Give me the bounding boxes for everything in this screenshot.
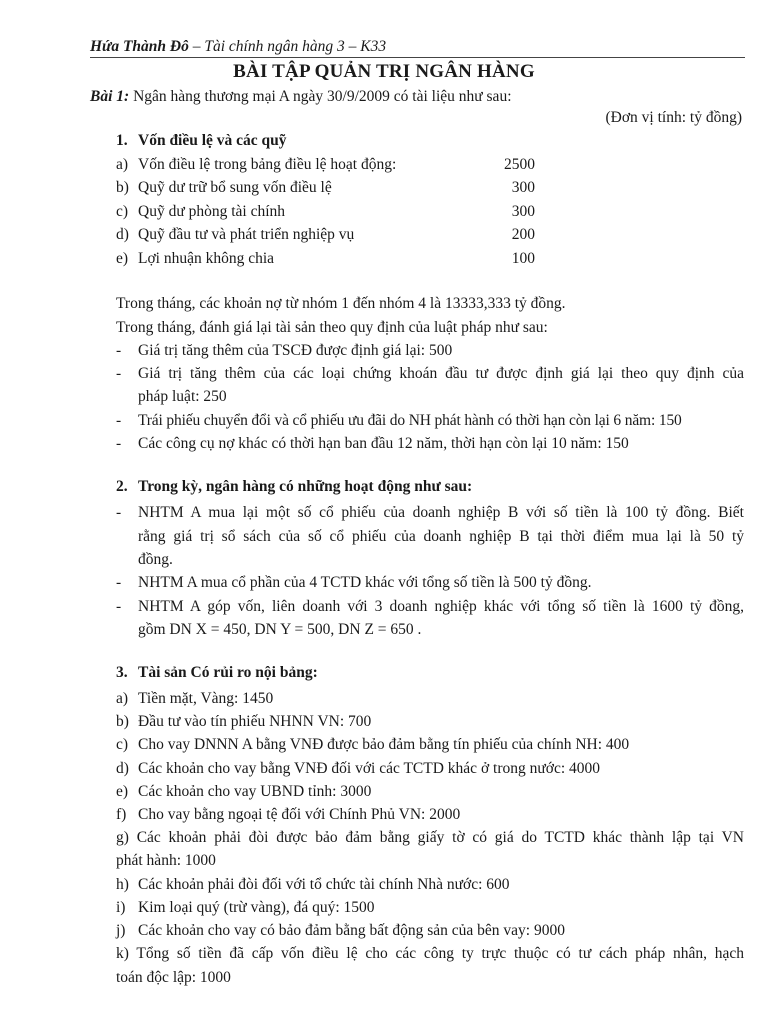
bullet-text: Giá trị tăng thêm của TSCĐ được định giá lại: 500 <box>138 342 453 359</box>
paragraph: Trong tháng, đánh giá lại tài sản theo quy định của luật pháp như sau: <box>116 319 548 336</box>
item-letter: c) <box>116 736 129 753</box>
item-letter: b) <box>116 713 129 730</box>
section-2-heading <box>116 478 472 496</box>
bullet-text-cont: rằng giá trị sổ sách của số cổ phiếu của doanh nghiệp B tại thời điểm mua lại là 50 tỷ <box>138 528 744 545</box>
bullet-dash: - <box>116 435 122 452</box>
asset-item <box>116 803 746 827</box>
item-letter: d) <box>116 760 129 777</box>
section-title: Tài sản Có rủi ro nội bảng: <box>138 664 318 681</box>
paragraph: Trong tháng, các khoản nợ từ nhóm 1 đến nhóm 4 là 13333,333 tỷ đồng. <box>116 295 566 312</box>
exercise-intro-text: Ngân hàng thương mại A ngày 30/9/2009 có tài liệu như sau: <box>129 88 512 105</box>
item-text: Các khoản phải đòi được bảo đảm bằng giấy tờ có giá do TCTD khác thành lập tại VN <box>136 829 744 846</box>
exercise-intro <box>90 88 512 106</box>
asset-item <box>116 780 746 804</box>
item-label: Lợi nhuận không chia <box>138 250 275 267</box>
bullet-dash: - <box>116 365 122 382</box>
page-title: BÀI TẬP QUẢN TRỊ NGÂN HÀNG <box>233 61 535 82</box>
asset-item <box>116 942 744 966</box>
item-letter: b) <box>116 179 129 196</box>
section-number: 2. <box>116 478 128 495</box>
fund-value: 2500 <box>504 156 535 173</box>
section-title: Vốn điều lệ và các quỹ <box>138 132 287 149</box>
asset-item <box>116 687 746 711</box>
item-letter: e) <box>116 783 129 800</box>
item-text: Kim loại quý (trừ vàng), đá quý: 1500 <box>138 899 375 916</box>
asset-item <box>116 873 746 897</box>
asset-item-cont: phát hành: 1000 <box>116 852 216 869</box>
unit-note: (Đơn vị tính: tỷ đồng) <box>605 109 742 126</box>
item-label: Quỹ đầu tư và phát triển nghiệp vụ <box>138 226 355 243</box>
document-header <box>90 38 745 58</box>
bullet-text: Các công cụ nợ khác có thời hạn ban đầu 12 năm, thời hạn còn lại 10 năm: 150 <box>138 435 629 452</box>
fund-item <box>116 179 332 197</box>
item-text: Cho vay bằng ngoại tệ đối với Chính Phủ VN: 2000 <box>138 806 461 823</box>
bullet-dash: - <box>116 412 122 429</box>
bullet-text-cont: đồng. <box>138 551 173 568</box>
item-letter: i) <box>116 899 126 916</box>
asset-item <box>116 896 746 920</box>
item-text: Tổng số tiền đã cấp vốn điều lệ cho các công ty trực thuộc có tư cách pháp nhân, hạch <box>136 945 744 962</box>
item-letter: k) <box>116 945 129 962</box>
item-letter: a) <box>116 156 129 173</box>
asset-item <box>116 733 746 757</box>
item-text: Các khoản cho vay có bảo đảm bằng bất động sản của bên vay: 9000 <box>138 922 565 939</box>
fund-item <box>116 203 285 221</box>
bullet-text: NHTM A mua lại một số cổ phiếu của doanh nghiệp B với số tiền là 100 tỷ đồng. Biết <box>138 504 744 521</box>
item-text: Các khoản phải đòi đối với tổ chức tài chính Nhà nước: 600 <box>138 876 510 893</box>
bullet-text: Trái phiếu chuyển đổi và cổ phiếu ưu đãi do NH phát hành có thời hạn còn lại 6 năm: 150 <box>138 412 682 429</box>
asset-item <box>116 710 746 734</box>
section-3-heading <box>116 664 318 682</box>
bullet-text-cont: gồm DN X = 450, DN Y = 500, DN Z = 650 . <box>138 621 422 638</box>
bullet-dash: - <box>116 342 122 359</box>
fund-item <box>116 226 354 244</box>
item-text: Các khoản cho vay UBND tỉnh: 3000 <box>138 783 372 800</box>
asset-item <box>116 919 746 943</box>
asset-item <box>116 757 746 781</box>
item-letter: c) <box>116 203 129 220</box>
section-number: 3. <box>116 664 128 681</box>
item-label: Quỹ dư trữ bổ sung vốn điều lệ <box>138 179 332 196</box>
bullet-dash: - <box>116 598 122 615</box>
fund-value: 300 <box>511 203 535 220</box>
fund-value: 200 <box>511 226 535 243</box>
item-letter: e) <box>116 250 129 267</box>
item-text: Cho vay DNNN A bằng VNĐ được bảo đảm bằng tín phiếu của chính NH: 400 <box>138 736 630 753</box>
author-name: Hứa Thành Đô <box>90 38 189 55</box>
item-text: Tiền mặt, Vàng: 1450 <box>138 690 274 707</box>
bullet-text: Giá trị tăng thêm của các loại chứng khoán đầu tư được định giá lại theo quy định của <box>138 365 744 382</box>
fund-item <box>116 250 274 268</box>
item-letter: a) <box>116 690 129 707</box>
bullet-dash: - <box>116 574 122 591</box>
course-info: – Tài chính ngân hàng 3 – K33 <box>188 38 387 55</box>
fund-value: 100 <box>511 250 535 267</box>
fund-item <box>116 156 396 174</box>
asset-item <box>116 826 744 850</box>
item-letter: d) <box>116 226 129 243</box>
fund-value: 300 <box>511 179 535 196</box>
section-number: 1. <box>116 132 128 149</box>
item-letter: h) <box>116 876 129 893</box>
asset-item-cont: toán độc lập: 1000 <box>116 969 231 986</box>
bullet-dash: - <box>116 504 122 521</box>
item-letter: g) <box>116 829 129 846</box>
item-letter: j) <box>116 922 126 939</box>
item-label: Vốn điều lệ trong bảng điều lệ hoạt động: <box>138 156 397 173</box>
bullet-text: NHTM A góp vốn, liên doanh với 3 doanh nghiệp khác với tổng số tiền là 1600 tỷ đồng, <box>138 598 744 615</box>
bullet-text-cont: pháp luật: 250 <box>138 388 227 405</box>
item-letter: f) <box>116 806 127 823</box>
section-title: Trong kỳ, ngân hàng có những hoạt động như sau: <box>138 478 473 495</box>
item-text: Các khoản cho vay bằng VNĐ đối với các TCTD khác ở trong nước: 4000 <box>138 760 601 777</box>
item-text: Đầu tư vào tín phiếu NHNN VN: 700 <box>138 713 372 730</box>
bullet-text: NHTM A mua cổ phần của 4 TCTD khác với tổng số tiền là 500 tỷ đồng. <box>138 574 592 591</box>
section-1-heading <box>116 132 287 150</box>
item-label: Quỹ dư phòng tài chính <box>138 203 286 220</box>
exercise-label: Bài 1: <box>90 88 130 105</box>
